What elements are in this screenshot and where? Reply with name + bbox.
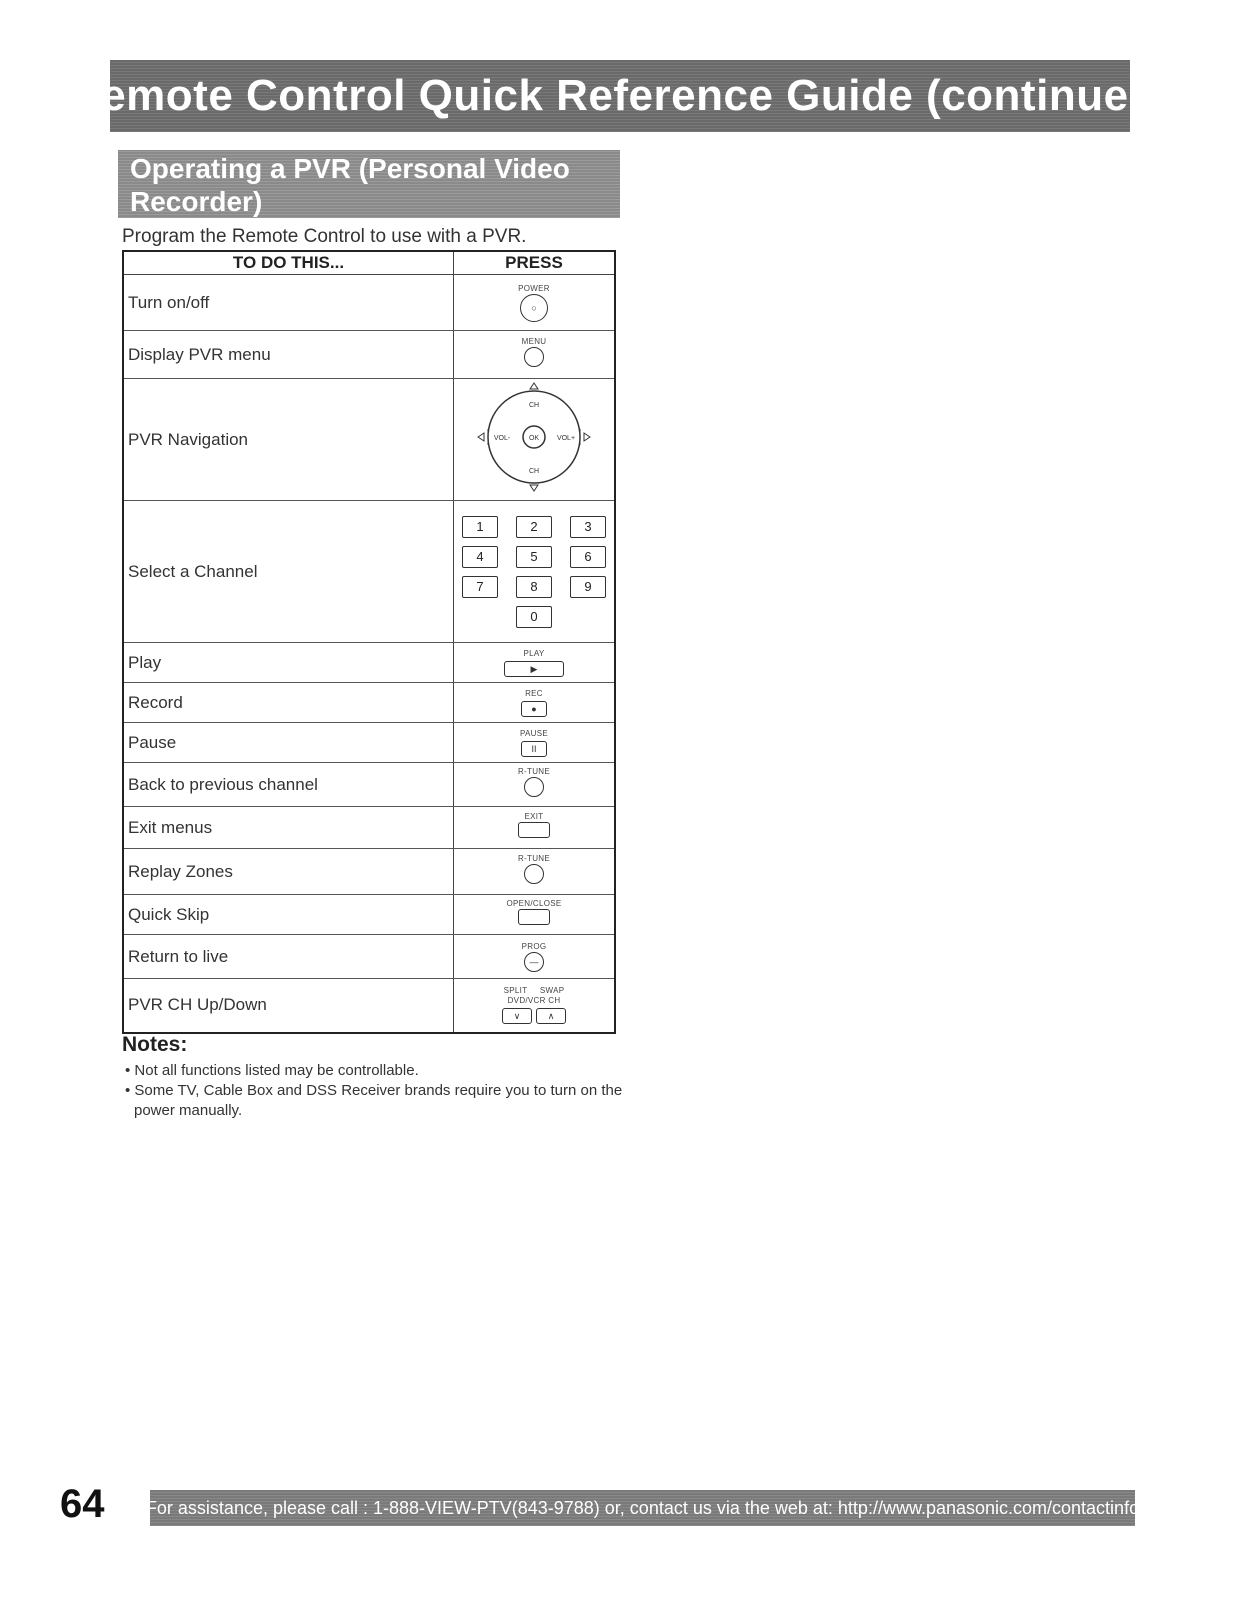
number-key: 6 [570,546,606,568]
press-cell [454,723,616,763]
power-button-icon: ○ [520,294,548,322]
reference-table [122,250,616,1034]
press-cell [454,275,616,331]
action-label: PVR CH Up/Down [123,979,454,1033]
action-label: Display PVR menu [123,331,454,379]
table-row-record [123,683,615,723]
action-label: Exit menus [123,807,454,849]
table-row-pause [123,723,615,763]
press-cell [454,763,616,807]
number-key: 4 [462,546,498,568]
action-label: Select a Channel [123,501,454,643]
number-key: 7 [462,576,498,598]
action-label: Back to previous channel [123,763,454,807]
exit-button-icon [518,822,550,838]
note-item: • Not all functions listed may be controllable. [125,1062,419,1079]
press-cell [454,849,616,895]
table-row-live [123,935,615,979]
press-cell [454,807,616,849]
table-row-exit [123,807,615,849]
col-header-action: TO DO THIS... [123,251,454,275]
nav-vol-plus-label: VOL+ [556,435,576,442]
action-label: Replay Zones [123,849,454,895]
press-cell [454,979,616,1033]
table-row-replay [123,849,615,895]
button-label: OPEN/CLOSE [506,899,562,908]
replay-button-icon [524,864,544,884]
action-label: Pause [123,723,454,763]
number-keypad [454,512,614,632]
dvd-vcr-ch-label: DVD/VCR CH [507,996,561,1006]
notes-title: Notes: [122,1033,188,1056]
skip-button-icon [518,909,550,925]
button-label: PLAY [523,648,545,658]
number-key: 3 [570,516,606,538]
page-banner [68,60,1172,132]
footer-banner [145,1490,1140,1526]
nav-ch-up-label: CH [528,402,540,409]
nav-vol-minus-label: VOL- [493,435,511,442]
action-label: Turn on/off [123,275,454,331]
button-label: PAUSE [519,728,549,738]
retune-button-icon [524,777,544,797]
section-title: Operating a PVR (Personal Video Recorder) [118,150,620,218]
action-label: Record [123,683,454,723]
button-label: R-TUNE [517,854,551,863]
action-label: Quick Skip [123,895,454,935]
table-row-play [123,643,615,683]
page-title: Remote Control Quick Reference Guide (continued) [68,71,1172,120]
table-row-channel [123,501,615,643]
action-label: Return to live [123,935,454,979]
press-cell [454,643,616,683]
press-cell [454,895,616,935]
swap-label: SWAP [539,986,565,996]
record-button-icon: ● [521,701,547,717]
table-row-retune [123,763,615,807]
number-key: 2 [516,516,552,538]
footer-text: For assistance, please call : 1-888-VIEW-PTV(843-9788) or, contact us via the web at: http://www.panasonic.com/contactinfo [145,1497,1140,1518]
table-row-chupdown [123,979,615,1033]
button-label: PROG [521,941,547,951]
note-item: • Some TV, Cable Box and DSS Receiver brands require you to turn on the power manually. [125,1082,623,1119]
table-row-skip [123,895,615,935]
menu-button-icon [524,347,544,367]
split-label: SPLIT [503,986,528,996]
press-cell [454,379,616,501]
button-label: POWER [518,283,550,293]
ch-up-icon: ∧ [536,1008,566,1024]
ch-down-icon: ∨ [502,1008,532,1024]
number-key: 9 [570,576,606,598]
number-key: 0 [516,606,552,628]
section-intro: Program the Remote Control to use with a PVR. [122,226,527,247]
button-label: R-TUNE [517,767,551,776]
nav-ok-label: OK [528,435,540,442]
notes-section [122,1033,642,1121]
press-cell [454,935,616,979]
action-label: Play [123,643,454,683]
press-cell [454,683,616,723]
button-label: MENU [521,337,547,346]
number-key: 1 [462,516,498,538]
table-row-navigation [123,379,615,501]
button-label [454,986,614,996]
nav-ch-down-label: CH [528,468,540,475]
button-label: EXIT [524,812,544,821]
play-button-icon: ▶ [504,661,564,677]
number-key: 5 [516,546,552,568]
col-header-press: PRESS [454,251,616,275]
navigation-pad-icon [454,379,614,495]
button-label: REC [525,688,543,698]
table-row-power [123,275,615,331]
action-label: PVR Navigation [123,379,454,501]
pause-button-icon: II [521,741,547,757]
page-number: 64 [60,1482,105,1526]
ch-button-pair [502,1008,566,1024]
press-cell [454,501,616,643]
prog-button-icon: — [524,952,544,972]
number-key: 8 [516,576,552,598]
table-row-menu [123,331,615,379]
press-cell [454,331,616,379]
